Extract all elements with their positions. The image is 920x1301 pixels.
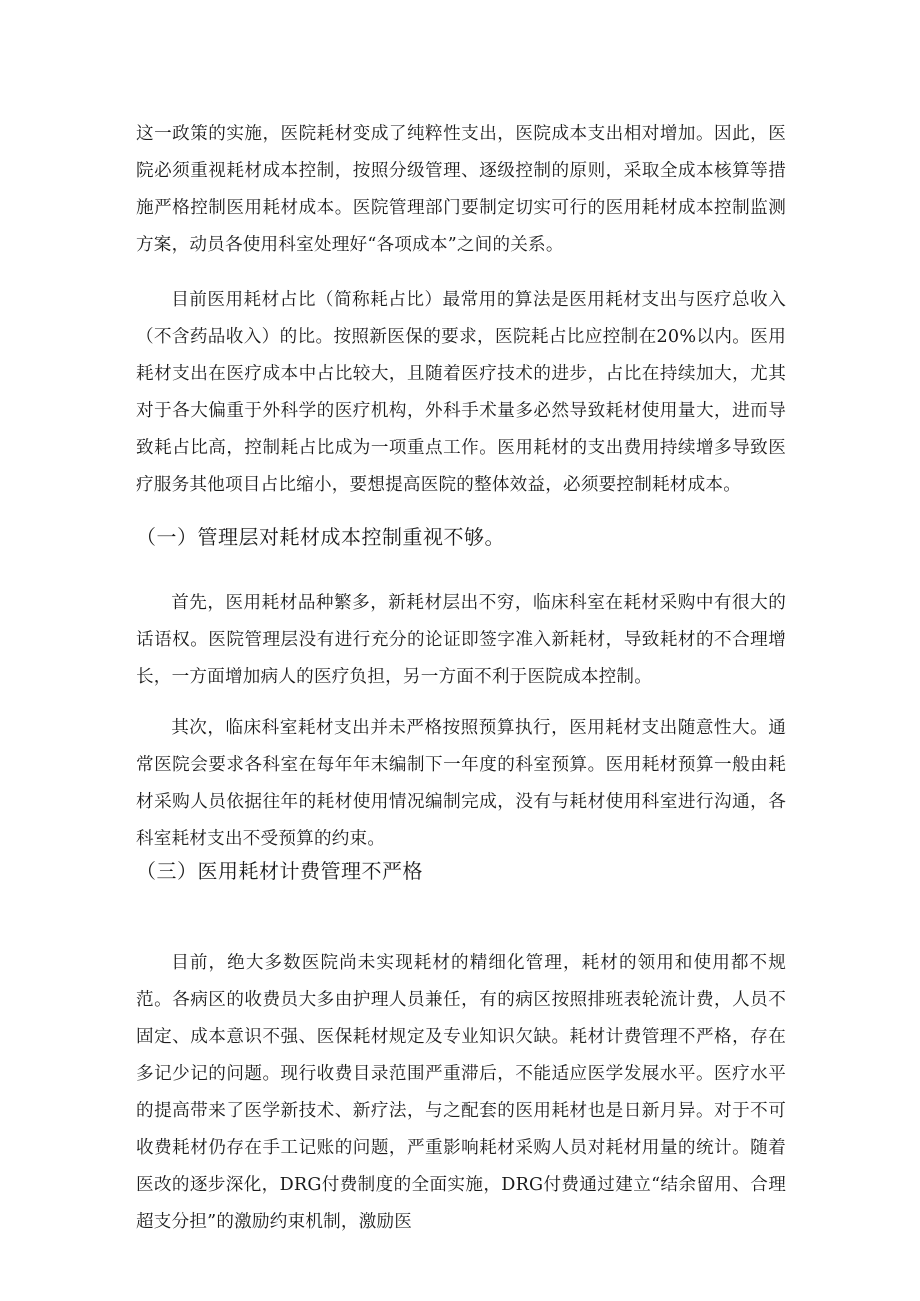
paragraph-first-point: 首先，医用耗材品种繁多，新耗材层出不穷，临床科室在耗材采购中有很大的话语权。医院管理层没有进行充分的论证即签字准入新耗材，导致耗材的不合理增长，一方面增加病人的医疗负担，另一方面不利于医院成本控制。 <box>136 593 786 687</box>
paragraph-billing-management: 目前，绝大多数医院尚未实现耗材的精细化管理，耗材的领用和使用都不规范。各病区的收费员大多由护理人员兼任，有的病区按照排班表轮流计费，人员不固定、成本意识不强、医保耗材规定及专业知识欠缺。耗材计费管理不严格，存在多记少记的问题。现行收费目录范围严重滞后，不能适应医学发展水平。医疗水平的提高带来了医学新技术、新疗法，与之配套的医用耗材也是日新月异。对于不可收费耗材仍存在手工记账的问题，严重影响耗材采购人员对耗材用量的统计。随着医改的逐步深化，DRG付费制度的全面实施，DRG付费通过建立“结余留用、合理超支分担”的激励约束机制，激励医 <box>136 953 786 1232</box>
paragraph-policy-implementation: 这一政策的实施，医院耗材变成了纯粹性支出，医院成本支出相对增加。因此，医院必须重视耗材成本控制，按照分级管理、逐级控制的原则，采取全成本核算等措施严格控制医用耗材成本。医院管理部门要制定切实可行的医用耗材成本控制监测方案，动员各使用科室处理好“各项成本”之间的关系。 <box>136 124 786 255</box>
paragraph-second-point: 其次，临床科室耗材支出并未严格按照预算执行，医用耗材支出随意性大。通常医院会要求各科室在每年年末编制下一年度的科室预算。医用耗材预算一般由耗材采购人员依据往年的耗材使用情况编制完成，没有与耗材使用科室进行沟通，各科室耗材支出不受预算的约束。 <box>136 718 786 849</box>
paragraph-consumable-ratio: 目前医用耗材占比（简称耗占比）最常用的算法是医用耗材支出与医疗总收入（不含药品收入）的比。按照新医保的要求，医院耗占比应控制在20%以内。医用耗材支出在医疗成本中占比较大，且随着医疗技术的进步，占比在持续加大，尤其对于各大偏重于外科学的医疗机构，外科手术量多必然导致耗材使用量大，进而导致耗占比高，控制耗占比成为一项重点工作。医用耗材的支出费用持续增多导致医疗服务其他项目占比缩小，要想提高医院的整体效益，必须要控制耗材成本。 <box>136 290 786 495</box>
section-heading-billing: （三）医用耗材计费管理不严格 <box>136 859 423 883</box>
section-heading-management: （一）管理层对耗材成本控制重视不够。 <box>136 525 505 549</box>
